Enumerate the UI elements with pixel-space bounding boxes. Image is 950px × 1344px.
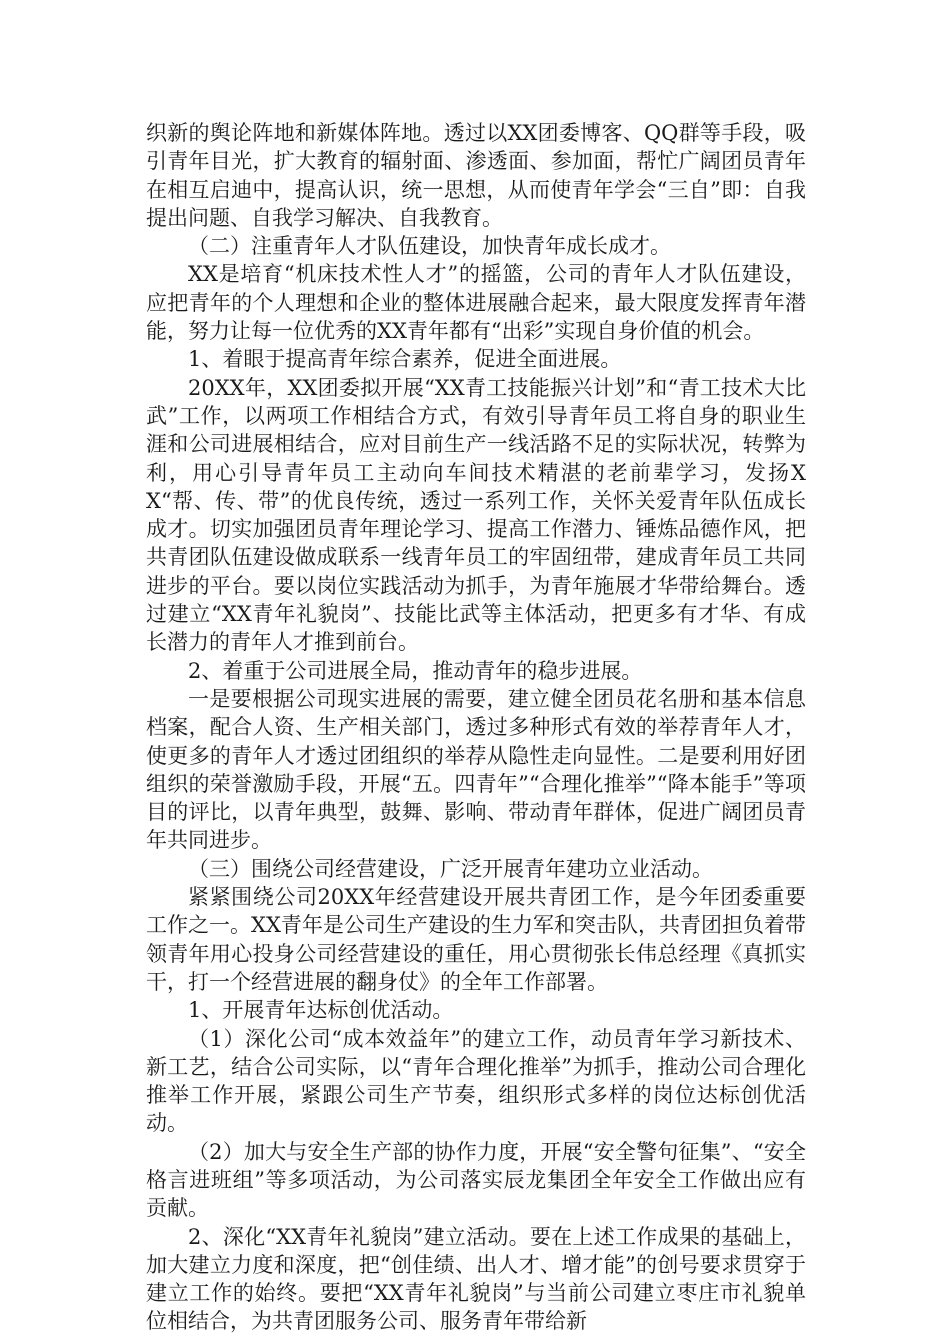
paragraph-continuation: 织新的舆论阵地和新媒体阵地。透过以XX团委博客、QQ群等手段，吸引青年目光，扩大教育的辐射面、渗透面、参加面，帮忙广阔团员青年在相互启迪中，提高认识，统一思想，从而使青年学会“三自”即：自我提出问题、自我学习解决、自我教育。 [146,121,806,230]
section-heading-2: （二）注重青年人才队伍建设，加快青年成长成才。 [188,234,671,259]
paragraph: XX是培育“机床技术性人才”的摇篮，公司的青年人才队伍建设，应把青年的个人理想和企业的整体进展融合起来，最大限度发挥青年潜能，努力让每一位优秀的XX青年都有“出彩”实现自身价值的机会。 [146,262,806,344]
section-heading-3: （三）围绕公司经营建设，广泛开展青年建功立业活动。 [188,856,713,881]
paragraph: （2）加大与安全生产部的协作力度，开展“安全警句征集”、“安全格言进班组”等多项活动，为公司落实辰龙集团全年安全工作做出应有贡献。 [146,1139,806,1221]
paragraph: 紧紧围绕公司20XX年经营建设开展共青团工作，是今年团委重要工作之一。XX青年是公司生产建设的生力军和突击队，共青团担负着带领青年用心投身公司经营建设的重任，用心贯彻张长伟总经理《真抓实干，打一个经营进展的翻身仗》的全年工作部署。 [146,885,806,994]
subheading-1: 1、着眼于提高青年综合素养，促进全面进展。 [188,347,622,372]
paragraph: 一是要根据公司现实进展的需要，建立健全团员花名册和基本信息档案，配合人资、生产相关部门，透过多种形式有效的举荐青年人才，使更多的青年人才透过团组织的举荐从隐性走向显性。二是要利用好团组织的荣誉激励手段，开展“五。四青年”“合理化推举”“降本能手”等项目的评比，以青年典型，鼓舞、影响、带动青年群体，促进广阔团员青年共同进步。 [146,686,806,853]
subheading-1: 1、开展青年达标创优活动。 [188,998,454,1023]
document-body [146,119,806,1336]
subheading-2: 2、着重于公司进展全局，推动青年的稳步进展。 [188,658,643,683]
paragraph: （1）深化公司“成本效益年”的建立工作，动员青年学习新技术、新工艺，结合公司实际，以“青年合理化推举”为抓手，推动公司合理化推举工作开展，紧跟公司生产节奏，组织形式多样的岗位达标创优活动。 [146,1026,806,1136]
paragraph: 20XX年，XX团委拟开展“XX青工技能振兴计划”和“青工技术大比武”工作，以两项工作相结合方式，有效引导青年员工将自身的职业生涯和公司进展相结合，应对目前生产一线活路不足的实际状况，转弊为利，用心引导青年员工主动向车间技术精湛的老前辈学习，发扬XX“帮、传、带”的优良传统，透过一系列工作，关怀关爱青年队伍成长成才。切实加强团员青年理论学习、提高工作潜力、锤炼品德作风，把共青团队伍建设做成联系一线青年员工的牢固纽带，建成青年员工共同进步的平台。要以岗位实践活动为抓手，为青年施展才华带给舞台。透过建立“XX青年礼貌岗”、技能比武等主体活动，把更多有才华、有成长潜力的青年人才推到前台。 [146,375,806,655]
paragraph: 2、深化“XX青年礼貌岗”建立活动。要在上述工作成果的基础上，加大建立力度和深度，把“创佳绩、出人才、增才能”的创号要求贯穿于建立工作的始终。要把“XX青年礼貌岗”与当前公司建立枣庄市礼貌单位相结合，为共青团服务公司、服务青年带给新 [146,1224,806,1334]
